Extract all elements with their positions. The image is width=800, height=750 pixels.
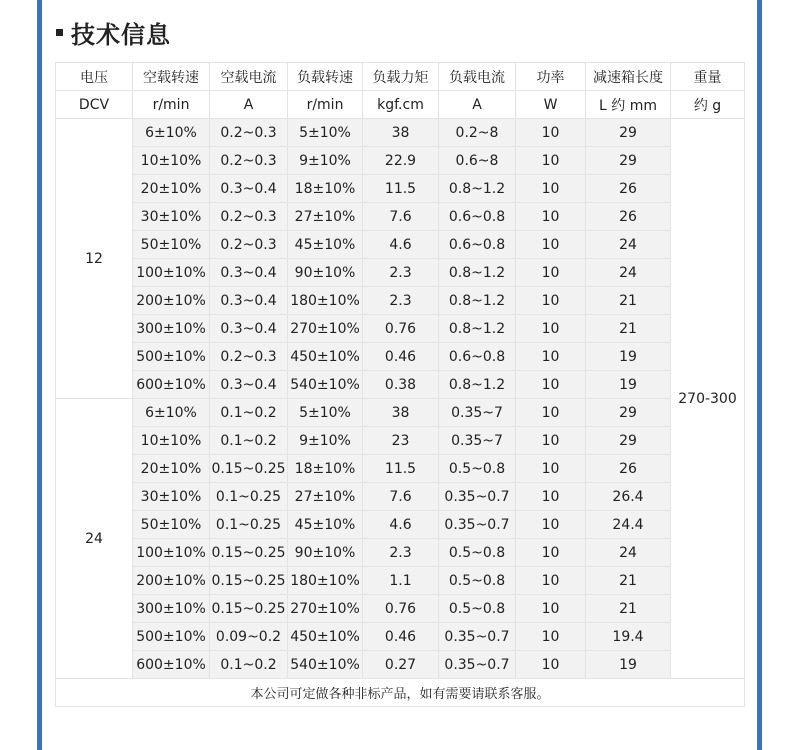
table-cell: 0.5~0.8 [439,595,516,623]
table-cell: 10 [516,651,586,679]
table-cell: 10 [516,259,586,287]
left-accent-bar [37,0,42,750]
table-cell: 10±10% [133,147,210,175]
table-cell: 4.6 [363,231,439,259]
column-unit: W [516,91,586,119]
table-cell: 26 [586,175,671,203]
table-cell: 29 [586,147,671,175]
table-cell: 26.4 [586,483,671,511]
table-row [56,343,745,371]
table-cell: 0.3~0.4 [210,175,288,203]
table-cell: 500±10% [133,343,210,371]
table-row [56,651,745,679]
table-cell: 26 [586,203,671,231]
unit-row [56,91,745,119]
footnote: 本公司可定做各种非标产品，如有需要请联系客服。 [56,679,745,707]
table-cell: 38 [363,119,439,147]
table-cell: 0.6~0.8 [439,231,516,259]
table-cell: 0.15~0.25 [210,539,288,567]
table-row [56,371,745,399]
table-cell: 0.35~0.7 [439,623,516,651]
voltage-cell: 24 [56,399,133,679]
table-cell: 10 [516,595,586,623]
table-row [56,567,745,595]
column-unit: r/min [133,91,210,119]
right-accent-bar [757,0,762,750]
table-cell: 300±10% [133,595,210,623]
table-cell: 27±10% [288,203,363,231]
table-cell: 10 [516,231,586,259]
table-row [56,623,745,651]
table-row [56,399,745,427]
table-cell: 500±10% [133,623,210,651]
table-cell: 540±10% [288,651,363,679]
table-cell: 19 [586,371,671,399]
table-cell: 50±10% [133,231,210,259]
table-cell: 6±10% [133,399,210,427]
table-cell: 0.46 [363,623,439,651]
square-bullet-icon [56,29,63,36]
table-cell: 600±10% [133,371,210,399]
table-cell: 0.2~0.3 [210,343,288,371]
table-cell: 10 [516,511,586,539]
table-cell: 0.76 [363,595,439,623]
table-cell: 0.8~1.2 [439,315,516,343]
table-cell: 2.3 [363,539,439,567]
table-cell: 7.6 [363,483,439,511]
table-cell: 600±10% [133,651,210,679]
table-cell: 0.6~8 [439,147,516,175]
table-cell: 0.35~7 [439,399,516,427]
table-cell: 270±10% [288,315,363,343]
table-cell: 24 [586,539,671,567]
table-cell: 9±10% [288,427,363,455]
table-cell: 0.35~7 [439,427,516,455]
table-cell: 90±10% [288,539,363,567]
table-cell: 0.35~0.7 [439,511,516,539]
table-row [56,287,745,315]
table-cell: 0.27 [363,651,439,679]
table-cell: 23 [363,427,439,455]
table-cell: 0.3~0.4 [210,315,288,343]
column-header: 负载力矩 [363,63,439,91]
table-cell: 450±10% [288,343,363,371]
table-cell: 2.3 [363,287,439,315]
column-unit: r/min [288,91,363,119]
table-cell: 29 [586,119,671,147]
table-cell: 10 [516,539,586,567]
table-cell: 30±10% [133,483,210,511]
table-cell: 270±10% [288,595,363,623]
column-header: 功率 [516,63,586,91]
table-cell: 19 [586,651,671,679]
column-header: 重量 [671,63,745,91]
table-cell: 19.4 [586,623,671,651]
column-header: 空载转速 [133,63,210,91]
column-unit: L 约 mm [586,91,671,119]
table-row [56,259,745,287]
column-unit: A [439,91,516,119]
note-row [56,679,745,707]
table-cell: 24.4 [586,511,671,539]
table-cell: 0.3~0.4 [210,287,288,315]
table-cell: 0.15~0.25 [210,567,288,595]
table-cell: 0.46 [363,343,439,371]
table-cell: 20±10% [133,175,210,203]
weight-cell: 270-300 [671,119,745,679]
table-cell: 100±10% [133,539,210,567]
table-cell: 11.5 [363,175,439,203]
table-cell: 0.09~0.2 [210,623,288,651]
table-cell: 29 [586,399,671,427]
table-cell: 18±10% [288,455,363,483]
table-cell: 11.5 [363,455,439,483]
table-row [56,427,745,455]
table-cell: 0.1~0.2 [210,651,288,679]
table-cell: 19 [586,343,671,371]
table-cell: 5±10% [288,119,363,147]
table-cell: 29 [586,427,671,455]
table-cell: 100±10% [133,259,210,287]
section-title: 技术信息 [71,20,171,49]
table-cell: 200±10% [133,287,210,315]
table-cell: 10 [516,343,586,371]
table-cell: 9±10% [288,147,363,175]
table-cell: 21 [586,315,671,343]
table-cell: 0.76 [363,315,439,343]
table-cell: 24 [586,231,671,259]
section-heading [56,12,171,52]
column-unit: kgf.cm [363,91,439,119]
table-cell: 300±10% [133,315,210,343]
table-cell: 0.1~0.25 [210,511,288,539]
table-cell: 0.38 [363,371,439,399]
table-cell: 0.6~0.8 [439,343,516,371]
table-cell: 26 [586,455,671,483]
table-cell: 10 [516,399,586,427]
table-cell: 18±10% [288,175,363,203]
column-unit: 约 g [671,91,745,119]
table-cell: 21 [586,567,671,595]
table-cell: 0.3~0.4 [210,371,288,399]
table-cell: 0.8~1.2 [439,175,516,203]
table-cell: 0.5~0.8 [439,539,516,567]
table-cell: 0.2~8 [439,119,516,147]
table-cell: 0.6~0.8 [439,203,516,231]
table-cell: 45±10% [288,231,363,259]
table-cell: 0.2~0.3 [210,147,288,175]
table-cell: 0.3~0.4 [210,259,288,287]
table-cell: 180±10% [288,287,363,315]
table-cell: 450±10% [288,623,363,651]
table-row [56,147,745,175]
table-cell: 0.2~0.3 [210,203,288,231]
table-cell: 0.8~1.2 [439,259,516,287]
column-header: 负载电流 [439,63,516,91]
table-cell: 0.15~0.25 [210,455,288,483]
table-row [56,455,745,483]
table-cell: 22.9 [363,147,439,175]
table-cell: 5±10% [288,399,363,427]
table-cell: 50±10% [133,511,210,539]
table-cell: 10 [516,483,586,511]
table-cell: 0.1~0.2 [210,399,288,427]
column-header: 负载转速 [288,63,363,91]
table-cell: 0.15~0.25 [210,595,288,623]
table-row [56,119,745,147]
table-cell: 0.2~0.3 [210,119,288,147]
table-cell: 540±10% [288,371,363,399]
table-cell: 200±10% [133,567,210,595]
table-cell: 10 [516,315,586,343]
table-cell: 0.35~0.7 [439,483,516,511]
table-cell: 7.6 [363,203,439,231]
spec-table [55,62,745,707]
table-cell: 10 [516,175,586,203]
table-cell: 0.5~0.8 [439,567,516,595]
table-cell: 10 [516,147,586,175]
table-row [56,175,745,203]
table-cell: 180±10% [288,567,363,595]
table-cell: 10 [516,371,586,399]
column-unit: DCV [56,91,133,119]
header-row [56,63,745,91]
table-cell: 0.1~0.2 [210,427,288,455]
column-unit: A [210,91,288,119]
table-cell: 2.3 [363,259,439,287]
table-cell: 20±10% [133,455,210,483]
table-row [56,315,745,343]
table-row [56,203,745,231]
table-row [56,231,745,259]
table-cell: 0.5~0.8 [439,455,516,483]
table-row [56,595,745,623]
table-cell: 10 [516,455,586,483]
table-cell: 27±10% [288,483,363,511]
table-cell: 0.1~0.25 [210,483,288,511]
table-cell: 0.8~1.2 [439,371,516,399]
table-cell: 10 [516,287,586,315]
table-cell: 21 [586,287,671,315]
table-cell: 10±10% [133,427,210,455]
table-row [56,539,745,567]
table-cell: 45±10% [288,511,363,539]
table-cell: 1.1 [363,567,439,595]
table-cell: 0.2~0.3 [210,231,288,259]
column-header: 减速箱长度 [586,63,671,91]
table-cell: 10 [516,203,586,231]
table-cell: 21 [586,595,671,623]
table-cell: 6±10% [133,119,210,147]
table-cell: 10 [516,119,586,147]
column-header: 电压 [56,63,133,91]
column-header: 空载电流 [210,63,288,91]
table-row [56,511,745,539]
table-cell: 10 [516,567,586,595]
table-row [56,483,745,511]
table-cell: 10 [516,427,586,455]
table-cell: 4.6 [363,511,439,539]
voltage-cell: 12 [56,119,133,399]
table-cell: 30±10% [133,203,210,231]
table-cell: 0.35~0.7 [439,651,516,679]
table-cell: 10 [516,623,586,651]
table-cell: 90±10% [288,259,363,287]
table-cell: 0.8~1.2 [439,287,516,315]
table-cell: 38 [363,399,439,427]
table-cell: 24 [586,259,671,287]
